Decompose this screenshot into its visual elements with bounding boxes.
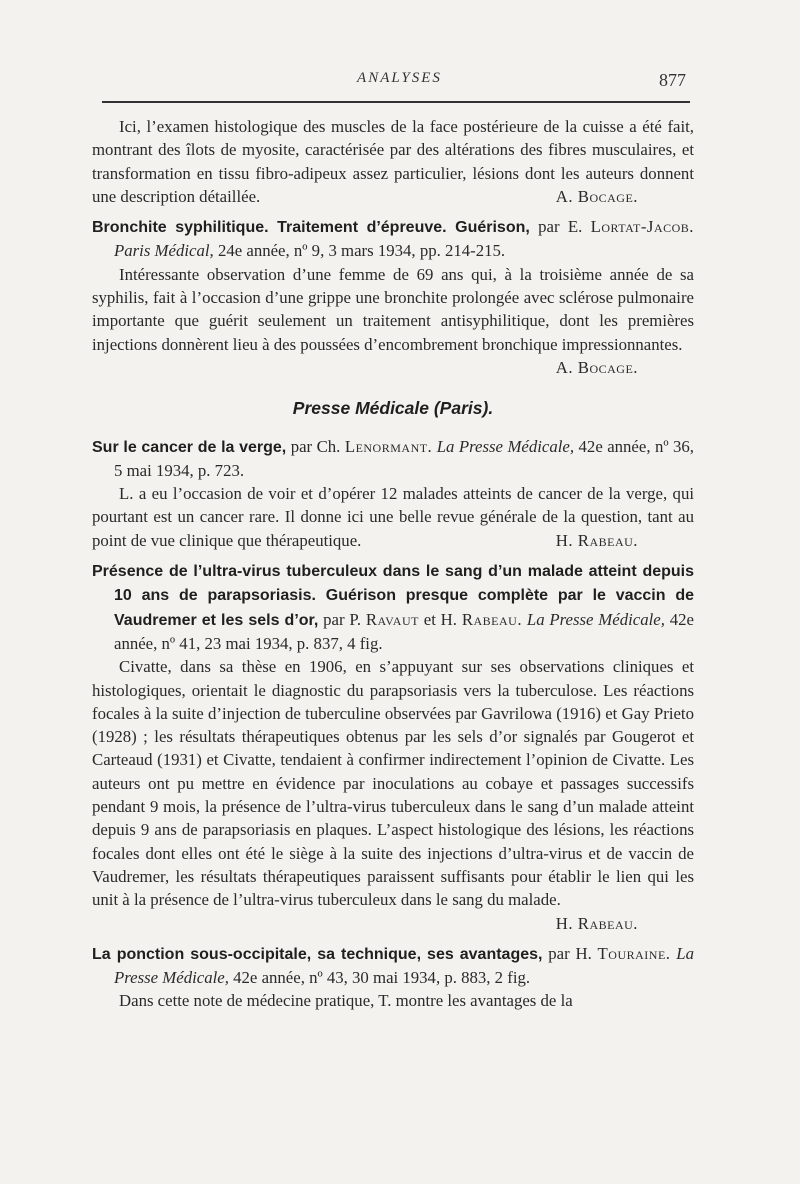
signature: A. Bocage. [555, 357, 638, 377]
bibliographic-entry [92, 942, 694, 990]
entry-author: Lortat-Jacob. [590, 217, 694, 237]
bibliographic-entry [92, 559, 694, 655]
entry-by: par Ch. [290, 436, 341, 456]
page-number: 877 [659, 70, 686, 90]
entry-reference: 42e année, nº 41, 23 mai 1934, p. 837, 4 fig. [114, 609, 694, 653]
entry-author: Rabeau. [461, 609, 523, 629]
page-body [92, 115, 694, 1013]
signature: H. Rabeau. [555, 913, 638, 933]
entry-title: La ponction sous-occipitale, sa technique, ses avantages, [92, 945, 543, 963]
entry-title: Sur le cancer de la verge, [92, 438, 287, 456]
running-title: ANALYSES [357, 70, 442, 86]
paragraph-text: Intéressante observation d’une femme de 69 ans qui, à la troisième année de sa syphilis, fait à l’occasion d’une grippe une bronchite prolongée avec sclérose pulmonaire importante que guérit seulement un traitement antisyphilitique, dont les premières injections donnèrent lieu à des poussées d’encombrement bronchique impressionnantes. [92, 264, 694, 354]
paragraph-text: L. a eu l’occasion de voir et d’opérer 12 malades atteints de cancer de la verge, qui pourtant est un cancer rare. Il donne ici une belle revue générale de la question, tant au point de vue clinique que thérapeutique. [92, 484, 694, 550]
abstract-paragraph [92, 655, 694, 933]
bibliographic-entry [92, 215, 694, 263]
abstract-paragraph [92, 482, 694, 552]
header-rule [102, 101, 690, 103]
page-header [107, 70, 692, 94]
entry-and: et H. [423, 609, 457, 629]
bibliographic-entry [92, 435, 694, 483]
signature: A. Bocage. [555, 186, 638, 206]
entry-title: Bronchite syphilitique. Traitement d’épreuve. Guérison, [92, 219, 530, 237]
entry-journal: La Presse Médicale, [526, 609, 665, 629]
entry-by: par H. [548, 943, 592, 963]
entry-author: Ravaut [365, 609, 419, 629]
entry-reference: 42e année, nº 36, 5 mai 1934, p. 723. [114, 436, 694, 480]
abstract-paragraph [92, 263, 694, 356]
abstract-paragraph [92, 115, 694, 208]
paragraph-text: Dans cette note de médecine pratique, T. montre les avantages de la [119, 991, 573, 1011]
abstract-paragraph [92, 989, 694, 1012]
paragraph-text: Civatte, dans sa thèse en 1906, en s’appuyant sur ses observations cliniques et histologiques, orientait le diagnostic du parapsoriasis vers la tuberculose. Les réactions focales à la suite d’injection de tuberculine observées par Gavrilowa (1916) et Gay Prieto (1928) ; les résultats thérapeutiques obtenus par les sels d’or signalés par Gougerot et Carteaud (1931) et Civatte, tendaient à confirmer indirectement l’opinion de Civatte. Les auteurs ont pu mettre en évidence par inoculations au cobaye et passages successifs pendant 9 mois, la présence de l’ultra-virus tuberculeux dans le sang d’un malade atteint depuis 9 ans de parapsoriasis en plaques. L’aspect histologique des lésions, les réactions focales dont elles ont été le siège à la suite des injections d’ultra-virus et de vaccin de Vaudremer, les résultats thérapeutiques paraissent suffisants pour établir le lien qui les unit à la présence de l’ultra-virus tuberculeux dans le sang du malade. [92, 657, 694, 910]
entry-journal: La Presse Médicale, [114, 943, 695, 988]
entry-by: par E. [538, 217, 583, 237]
paragraph-text: Ici, l’examen histologique des muscles de la face postérieure de la cuisse a été fait, montrant des îlots de myosite, caractérisée par des altérations des fibres musculaires, et transformation en tissu fibro-adipeux assez particulier, lésions dont les auteurs donnent une description détaillée. [92, 117, 694, 206]
entry-title: Présence de l’ultra-virus tuberculeux dans le sang d’un malade atteint depuis 10 ans de parapsoriasis. Guérison presque complète par le vaccin de Vaudremer et les sels d’or, [92, 563, 694, 629]
entry-author: Touraine. [597, 943, 671, 963]
entry-journal: Paris Médical, [114, 241, 214, 261]
section-heading: Presse Médicale (Paris). [292, 398, 494, 419]
entry-reference: 42e année, nº 43, 30 mai 1934, p. 883, 2 fig. [233, 968, 531, 988]
entry-reference: 24e année, nº 9, 3 mars 1934, pp. 214-215. [217, 241, 506, 261]
entry-author: Lenormant. [344, 436, 433, 456]
signature: H. Rabeau. [555, 530, 638, 550]
entry-by: par P. [323, 609, 362, 629]
entry-journal: La Presse Médicale, [436, 436, 575, 456]
